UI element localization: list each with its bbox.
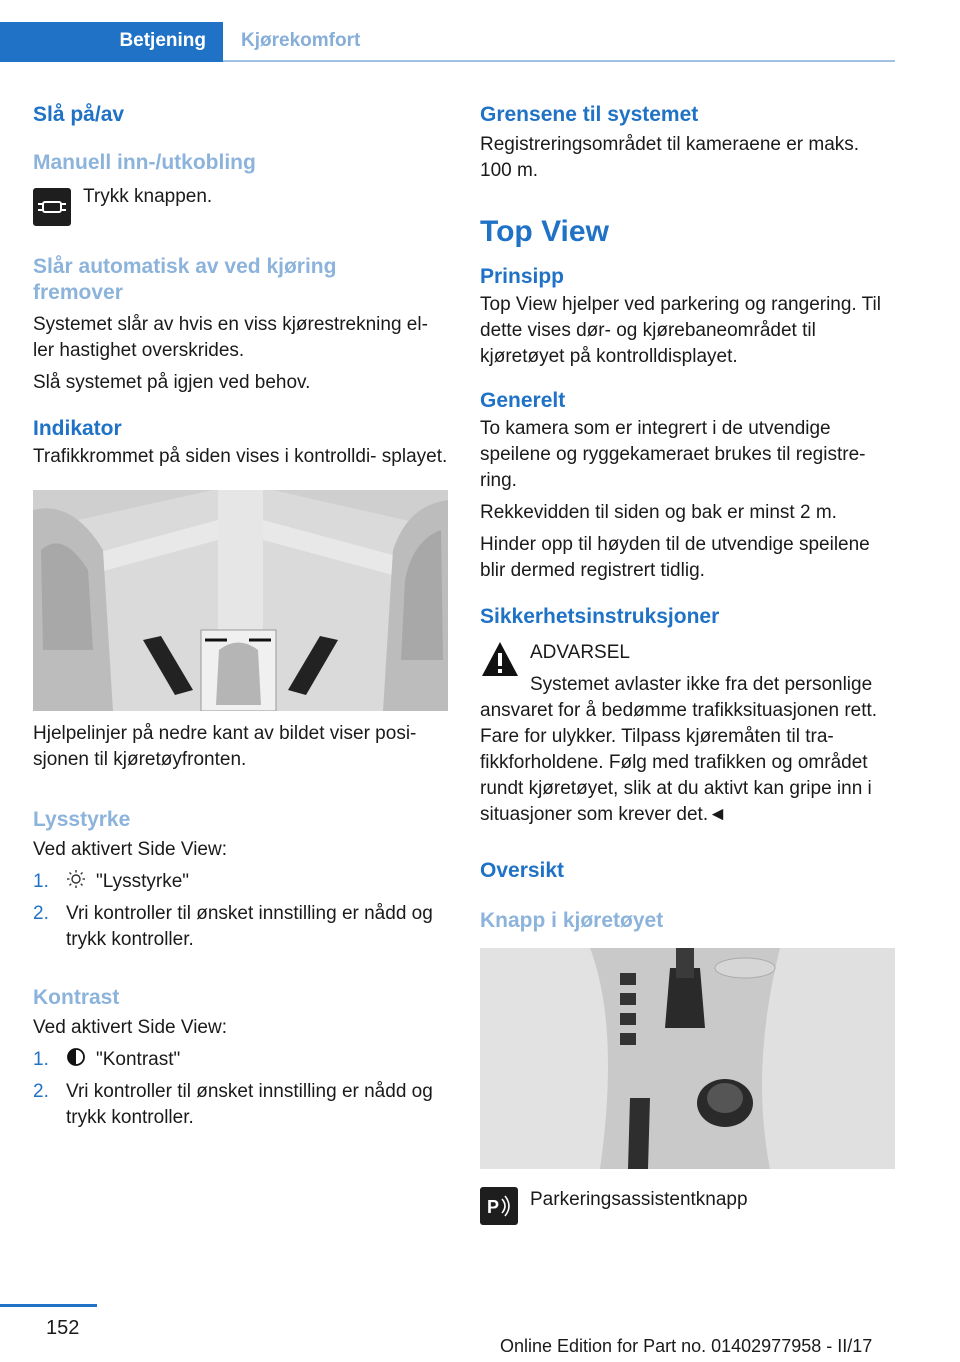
step-number: 1. [33,1049,49,1070]
tab-underline [223,60,895,62]
step-text: Vri kontroller til ønsket innstilling er nådd og trykk kontroller. [66,1081,433,1128]
tab-betjening[interactable] [0,22,223,62]
heading-slar-automatisk: Slår automatisk av ved kjøring fremover [33,255,337,304]
para-sla-igjen: Slå systemet på igjen ved behov. [33,372,311,393]
side-view-display-figure [33,490,448,711]
heading-sikkerhet: Sikkerhetsinstruksjoner [480,605,720,628]
warning-block [480,640,895,698]
para-kamera: To kamera som er integrert i de utvendige speilene og ryggekameraet brukes til registre‐ ring. [480,418,866,491]
brightness-icon [66,869,88,887]
edition-text: Online Edition for Part no. 01402977958 - II/17 [500,1336,873,1356]
para-ved-aktivert-2: Ved aktivert Side View: [33,1017,227,1038]
step-label: "Kontrast" [96,1049,181,1070]
para-ved-aktivert-1: Ved aktivert Side View: [33,839,227,860]
para-hjelpelinjer: Hjelpelinjer på nedre kant av bildet viser posi‐ sjonen til kjøretøyfronten. [33,723,417,770]
kontrast-steps [33,1047,448,1131]
heading-top-view: Top View [480,215,609,248]
step-number: 2. [33,1081,49,1102]
heading-kontrast: Kontrast [33,986,120,1009]
page-number: 152 [46,1317,80,1339]
contrast-icon [66,1047,88,1065]
parking-button-row [480,1187,895,1225]
step-number: 1. [33,871,49,892]
warning-label: ADVARSEL [530,642,630,663]
parking-assist-icon [480,1187,518,1225]
list-item [33,901,448,953]
list-item [33,869,448,895]
step-label: "Lysstyrke" [96,871,190,892]
para-hinder: Hinder opp til høyden til de utvendige speilene blir dermed registrert tidlig. [480,534,870,581]
step-number: 2. [33,903,49,924]
side-view-button-icon [33,188,71,226]
step-text [66,869,189,895]
warning-first-line: Systemet avlaster ikke fra det personlige [530,674,873,695]
para-prinsipp: Top View hjelper ved parkering og rangering. Til dette vises dør- og kjørebaneområdet til kjøretøyet på kontrolldisplayet. [480,294,881,367]
center-console-figure [480,948,895,1169]
trykk-text: Trykk knappen. [83,186,213,207]
heading-sla-pa-av: Slå på/av [33,103,125,126]
para-trafikk: Trafikkrommet på siden vises i kontrolldi‐ splayet. [33,446,448,467]
heading-indikator: Indikator [33,417,122,440]
heading-grensene: Grensene til systemet [480,103,699,126]
svg-text:P: P [487,1197,500,1217]
heading-generelt: Generelt [480,389,566,412]
right-column [480,96,895,1225]
warning-text: ansvaret for å bedømme trafikksituasjonen rett. Fare for ulykker. Tilpass kjøremåten til tra‐ fikkforholdene. Følg med trafikken og området rundt kjøretøyet, slik at du aktivt kan gripe inn i situasjoner som krever det.◄ [480,700,878,825]
para-rekkevidde: Rekkevidden til siden og bak er minst 2 m. [480,502,837,523]
heading-manuell: Manuell inn-/utkobling [33,151,256,174]
heading-lysstyrke: Lysstyrke [33,808,131,831]
list-item [33,1079,448,1131]
footer-rule [0,1304,97,1307]
button-instruction [33,188,448,226]
para-registrering: Registreringsområdet til kameraene er maks. 100 m. [480,134,860,181]
step-text [66,1047,180,1073]
parking-button-label: Parkeringsassistentknapp [530,1189,748,1210]
tab-kjorekomfort[interactable]: Kjørekomfort [241,30,361,51]
chapter-tabs [0,22,895,62]
heading-prinsipp: Prinsipp [480,265,565,288]
lysstyrke-steps [33,869,448,953]
warning-triangle-icon [480,640,520,678]
step-text: Vri kontroller til ønsket innstilling er nådd og trykk kontroller. [66,903,433,950]
heading-oversikt: Oversikt [480,859,565,882]
tab-betjening-label: Betjening [119,30,206,51]
list-item [33,1047,448,1073]
left-column [33,96,448,1131]
heading-knapp: Knapp i kjøretøyet [480,909,664,932]
para-systemet: Systemet slår av hvis en viss kjørestrekning el‐ ler hastighet overskrides. [33,314,428,361]
